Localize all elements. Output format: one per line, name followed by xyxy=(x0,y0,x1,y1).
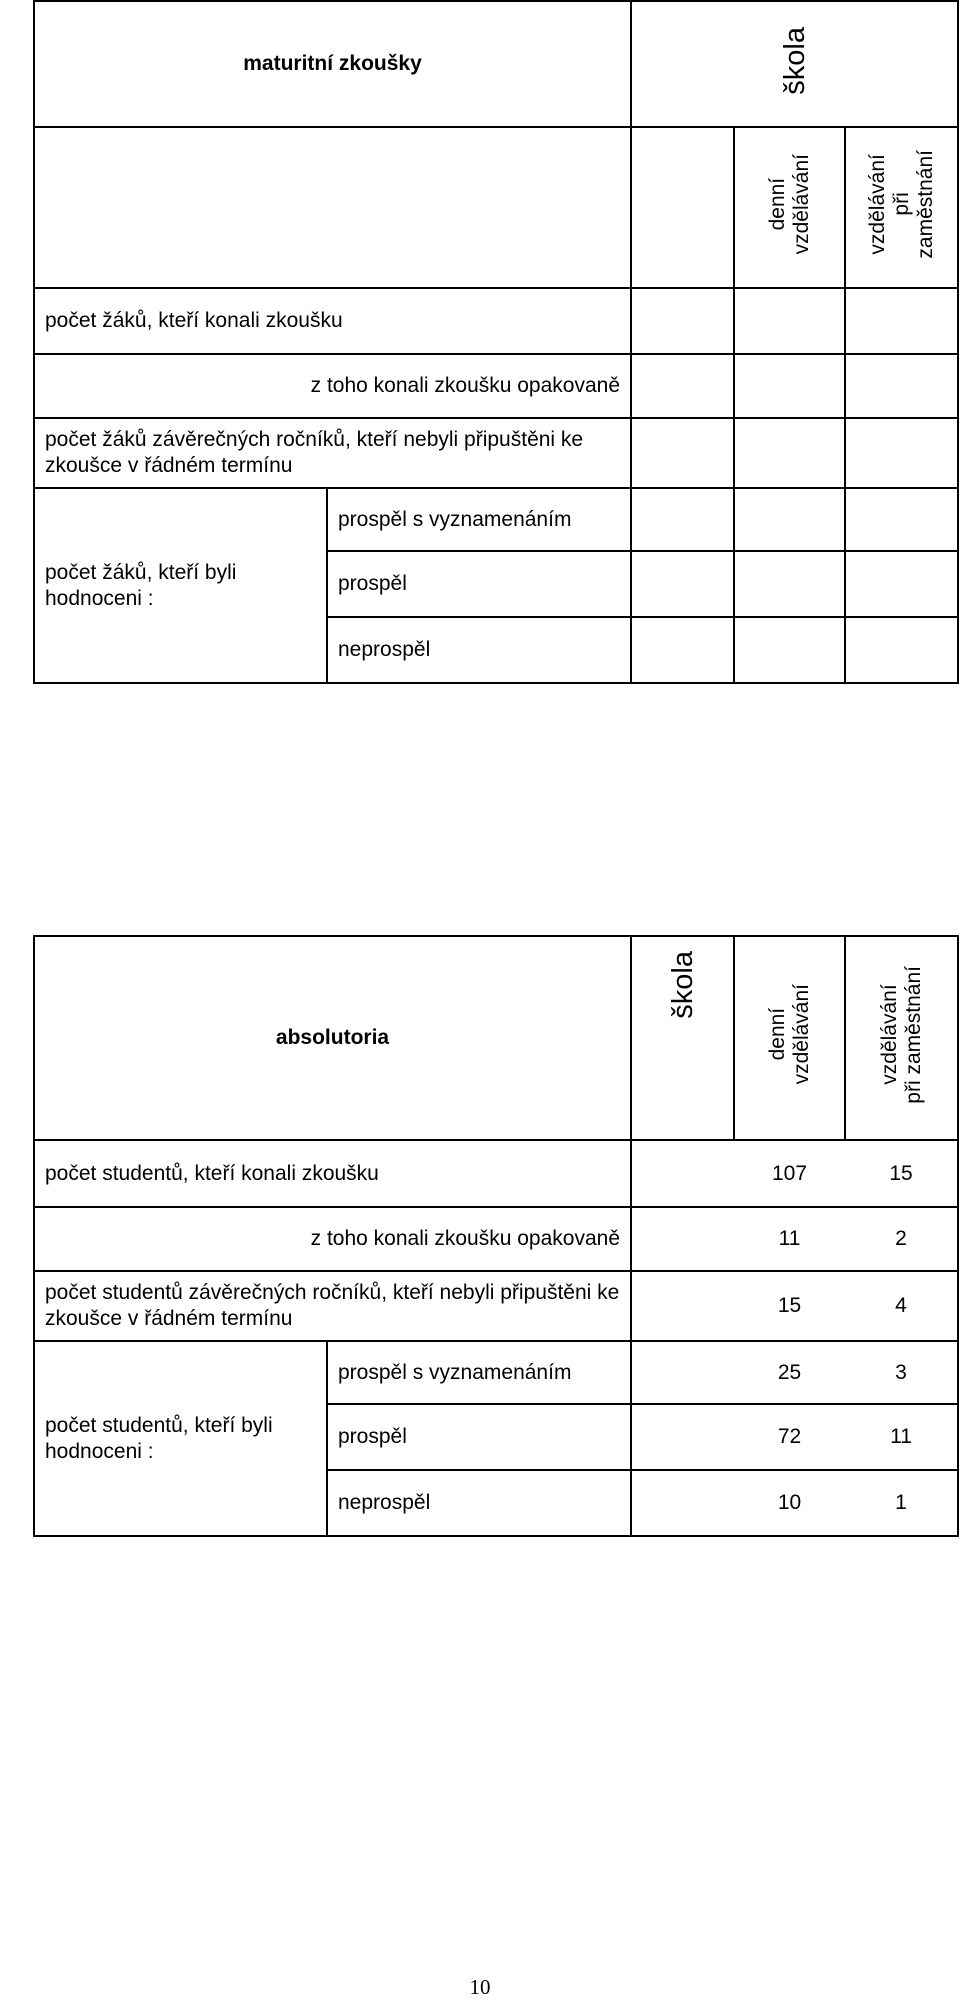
maturita-title: maturitní zkoušky xyxy=(34,1,631,127)
absolutoria-row-honors: prospěl s vyznamenáním xyxy=(327,1341,631,1404)
maturita-row-honors: prospěl s vyznamenáním xyxy=(327,488,631,551)
absolutoria-failed-day: 10 xyxy=(734,1470,845,1536)
absolutoria-row-repeat: z toho konali zkoušku opakovaně xyxy=(34,1207,631,1271)
absolutoria-school-label: škola xyxy=(666,951,699,1019)
maturita-row-not-admitted: počet žáků závěrečných ročníků, kteří nebyli připuštěni ke zkoušce v řádném termínu xyxy=(34,418,631,488)
maturita-table xyxy=(33,0,959,684)
maturita-row-total: počet žáků, kteří konali zkoušku xyxy=(34,288,631,354)
absolutoria-work-header xyxy=(845,936,958,1140)
absolutoria-passed-day: 72 xyxy=(734,1404,845,1470)
maturita-work-header xyxy=(845,127,958,288)
absolutoria-row-evaluated: počet studentů, kteří byli hodnoceni : xyxy=(34,1341,327,1536)
absolutoria-failed-work: 1 xyxy=(845,1470,958,1536)
maturita-row-failed: neprospěl xyxy=(327,617,631,683)
absolutoria-row-not-admitted: počet studentů závěrečných ročníků, kteří nebyli připuštěni ke zkoušce v řádném termínu xyxy=(34,1271,631,1341)
absolutoria-honors-work: 3 xyxy=(845,1341,958,1404)
maturita-total-day xyxy=(734,288,845,354)
absolutoria-total-work: 15 xyxy=(845,1140,958,1207)
absolutoria-row-passed: prospěl xyxy=(327,1404,631,1470)
absolutoria-total-day: 107 xyxy=(734,1140,845,1207)
absolutoria-repeat-work: 2 xyxy=(845,1207,958,1271)
absolutoria-honors-day: 25 xyxy=(734,1341,845,1404)
absolutoria-not-admitted-day: 15 xyxy=(734,1271,845,1341)
absolutoria-passed-work: 11 xyxy=(845,1404,958,1470)
absolutoria-table xyxy=(33,935,959,1537)
maturita-row-repeat: z toho konali zkoušku opakovaně xyxy=(34,354,631,418)
absolutoria-repeat-day: 11 xyxy=(734,1207,845,1271)
maturita-row-passed: prospěl xyxy=(327,551,631,617)
page-number: 10 xyxy=(469,1975,491,1999)
maturita-day-label: denní vzdělávání xyxy=(765,153,813,255)
maturita-day-header xyxy=(734,127,845,288)
maturita-total-work xyxy=(845,288,958,354)
absolutoria-row-failed: neprospěl xyxy=(327,1470,631,1536)
absolutoria-work-label: vzdělávání při zaměstnání xyxy=(877,965,925,1104)
absolutoria-not-admitted-work: 4 xyxy=(845,1271,958,1341)
absolutoria-day-label: denní vzdělávání xyxy=(765,984,813,1085)
absolutoria-row-total: počet studentů, kteří konali zkoušku xyxy=(34,1140,631,1207)
maturita-school-header xyxy=(631,1,958,127)
absolutoria-day-header xyxy=(734,936,845,1140)
absolutoria-school-header xyxy=(631,936,734,1140)
absolutoria-title: absolutoria xyxy=(34,936,631,1140)
maturita-work-label: vzdělávání při zaměstnání xyxy=(865,149,937,259)
maturita-row-evaluated: počet žáků, kteří byli hodnoceni : xyxy=(34,488,327,683)
maturita-school-label: škola xyxy=(778,26,811,95)
